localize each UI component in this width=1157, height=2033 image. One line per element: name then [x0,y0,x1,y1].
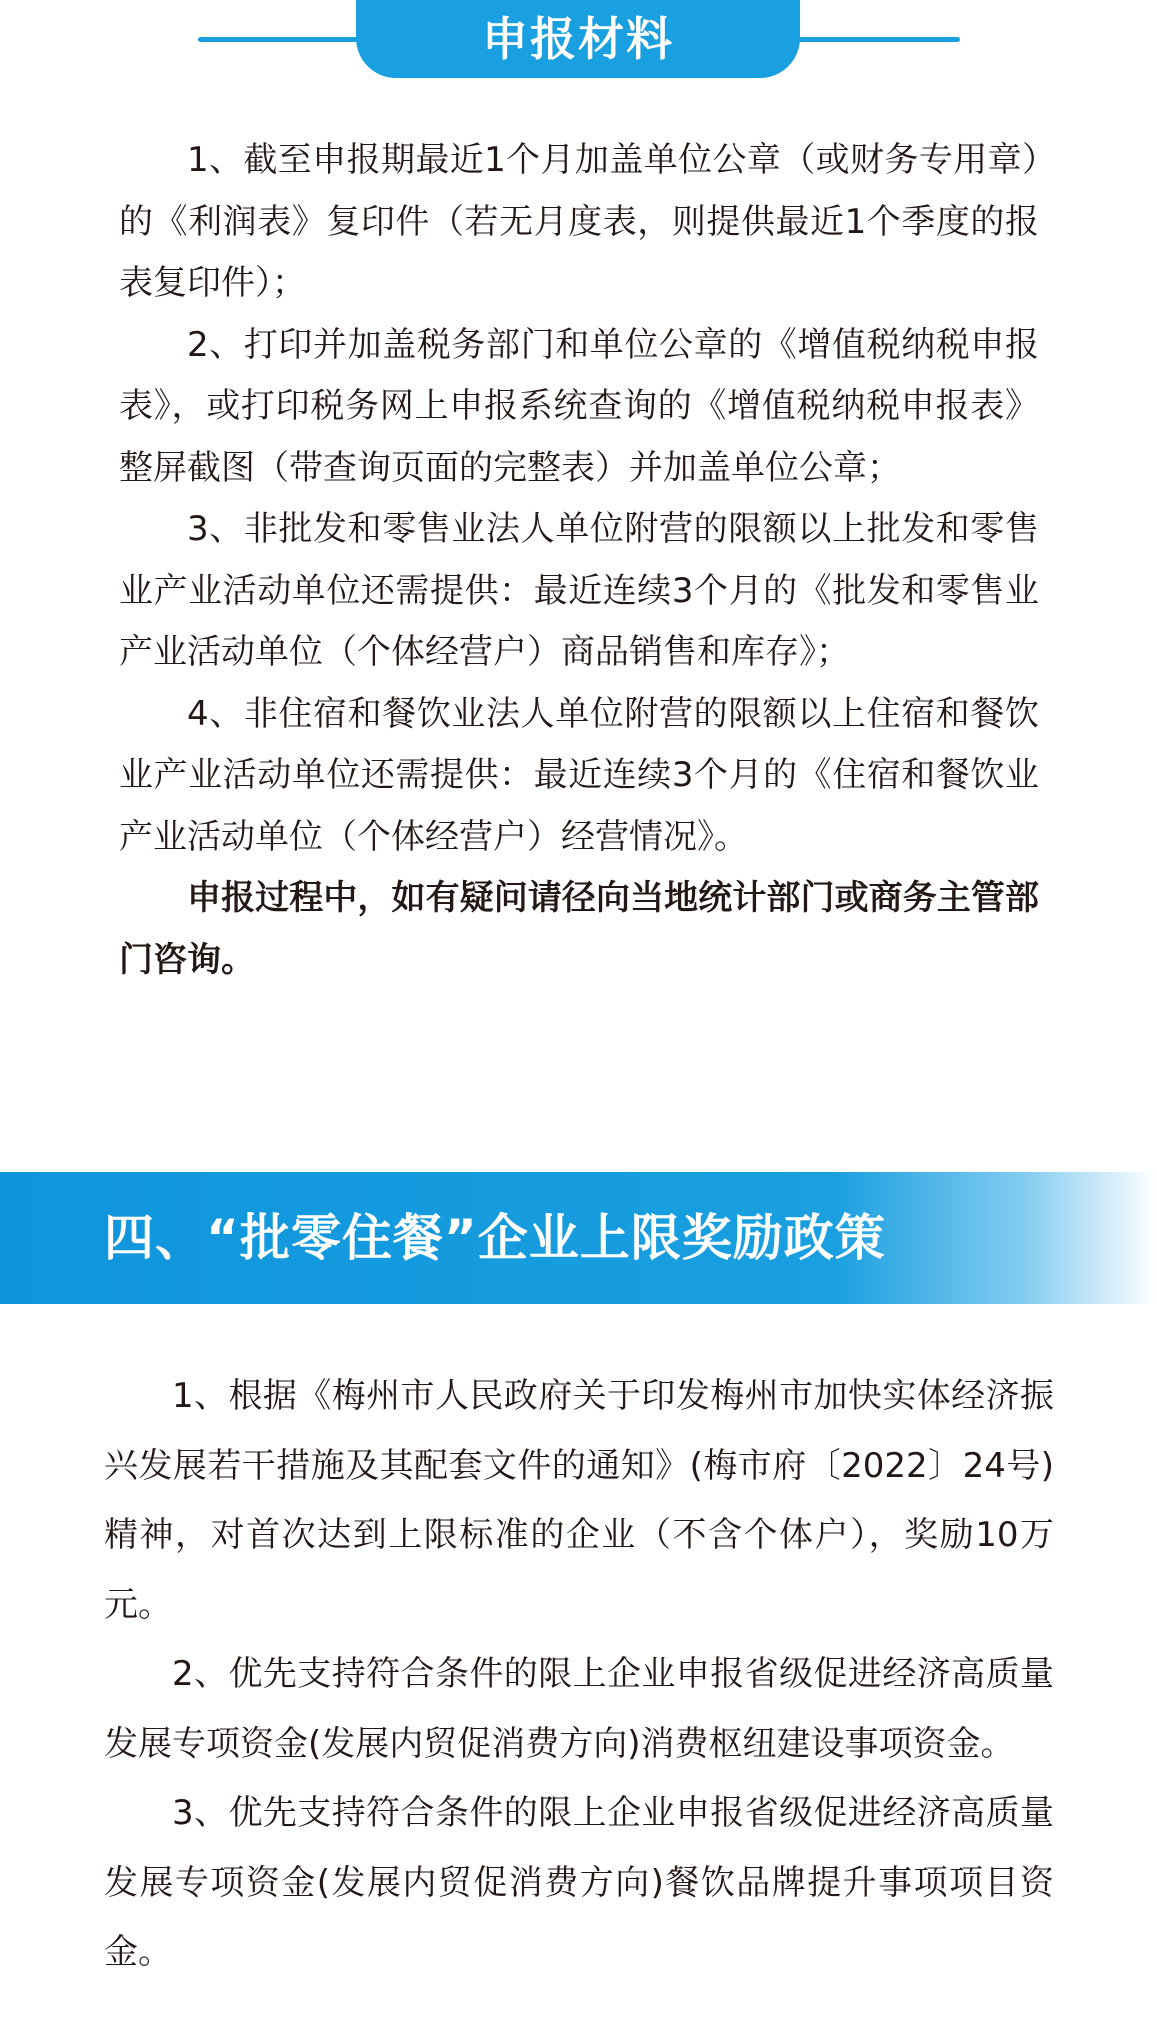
header-divider-left [198,37,378,42]
consult-note: 申报过程中，如有疑问请径向当地统计部门或商务主管部门咨询。 [119,878,1039,980]
material-item-2: 2、打印并加盖税务部门和单位公章的《增值税纳税申报表》，或打印税务网上申报系统查询的《增值税纳税申报表》整屏截图（带查询页面的完整表）并加盖单位公章； [119,324,1039,488]
material-item-3: 3、非批发和零售业法人单位附营的限额以上批发和零售业产业活动单位还需提供：最近连续3个月的《批发和零售业产业活动单位（个体经营户）商品销售和库存》； [119,509,1039,672]
policy-banner-title: 四、“批零住餐”企业上限奖励政策 [104,1209,886,1267]
material-item-4: 4、非住宿和餐饮业法人单位附营的限额以上住宿和餐饮业产业活动单位还需提供：最近连续3个月的《住宿和餐饮业产业活动单位（个体经营户）经营情况》。 [119,693,1039,857]
header-divider-right [780,37,960,42]
section-header [0,0,1157,82]
section-heading: 申报材料 [356,0,800,78]
policy-banner [0,1172,1157,1304]
policy-list [104,1362,1054,1988]
material-item-1: 1、截至申报期最近1个月加盖单位公章（或财务专用章）的《利润表》复印件（若无月度表，则提供最近1个季度的报表复印件）； [119,140,1039,303]
materials-list [119,130,1039,991]
policy-item-2: 2、优先支持符合条件的限上企业申报省级促进经济高质量发展专项资金(发展内贸促消费方向)消费枢纽建设事项资金。 [104,1654,1054,1764]
policy-item-1: 1、根据《梅州市人民政府关于印发梅州市加快实体经济振兴发展若干措施及其配套文件的通知》(梅市府〔2022〕24号)精神，对首次达到上限标准的企业（不含个体户），奖励10万元。 [104,1376,1054,1625]
policy-item-3: 3、优先支持符合条件的限上企业申报省级促进经济高质量发展专项资金(发展内贸促消费方向)餐饮品牌提升事项项目资金。 [104,1793,1054,1972]
